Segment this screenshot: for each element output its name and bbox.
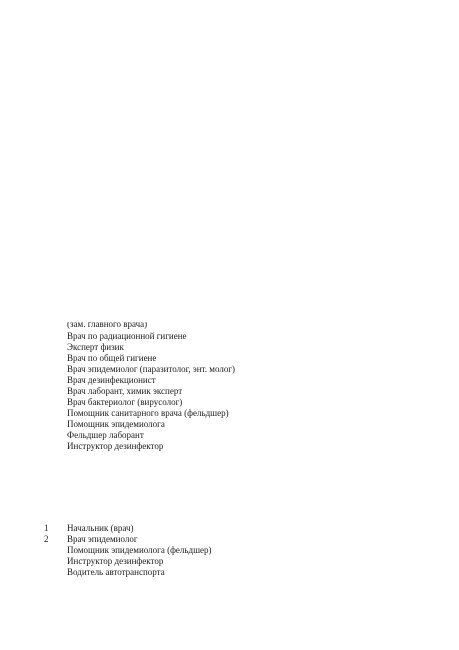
list-item [0, 567, 459, 578]
list-item [0, 386, 459, 397]
list-item [0, 331, 459, 342]
list-item-text: Помощник эпидемиолога [67, 419, 165, 429]
list-item-number: 2 [44, 534, 49, 544]
list-item [0, 545, 459, 556]
list-item [0, 419, 459, 430]
list-item-text: Водитель автотранспорта [67, 567, 165, 577]
list-item-text: Врач эпидемиолог [67, 534, 138, 544]
list-item [0, 556, 459, 567]
list-item-text: Врач по радиационной гигиене [67, 331, 187, 341]
list-item [0, 430, 459, 441]
list-item-text: Эксперт физик [67, 342, 124, 352]
list-item [0, 408, 459, 419]
list-item [0, 441, 459, 452]
list-item-text: Инструктор дезинфектор [67, 556, 164, 566]
list-item [0, 375, 459, 386]
list-item [0, 322, 459, 331]
list-item-text: Фельдшер лаборант [67, 430, 144, 440]
staff-list-upper [0, 322, 459, 452]
list-item [0, 353, 459, 364]
list-item [0, 523, 459, 534]
list-item-text: Врач эпидемиолог (паразитолог, энт. молог) [67, 364, 236, 374]
list-item-text: Начальник (врач) [67, 523, 134, 533]
list-item-text: Врач бактериолог (вирусолог) [67, 397, 183, 407]
list-item-text: (зам. главного врача) [67, 322, 148, 329]
list-item-number: 1 [44, 523, 49, 533]
list-item [0, 364, 459, 375]
list-item-text: Инструктор дезинфектор [67, 441, 164, 451]
list-item-text: Врач дезинфекционист [67, 375, 156, 385]
list-item-text: Врач по общей гигиене [67, 353, 157, 363]
staff-list-lower [0, 523, 459, 578]
list-item [0, 397, 459, 408]
list-item [0, 534, 459, 545]
list-item [0, 342, 459, 353]
list-item-text: Помощник санитарного врача (фельдшер) [67, 408, 229, 418]
list-item-text: Помощник эпидемиолога (фельдшер) [67, 545, 212, 555]
list-item-text: Врач лаборант, химик эксперт [67, 386, 183, 396]
